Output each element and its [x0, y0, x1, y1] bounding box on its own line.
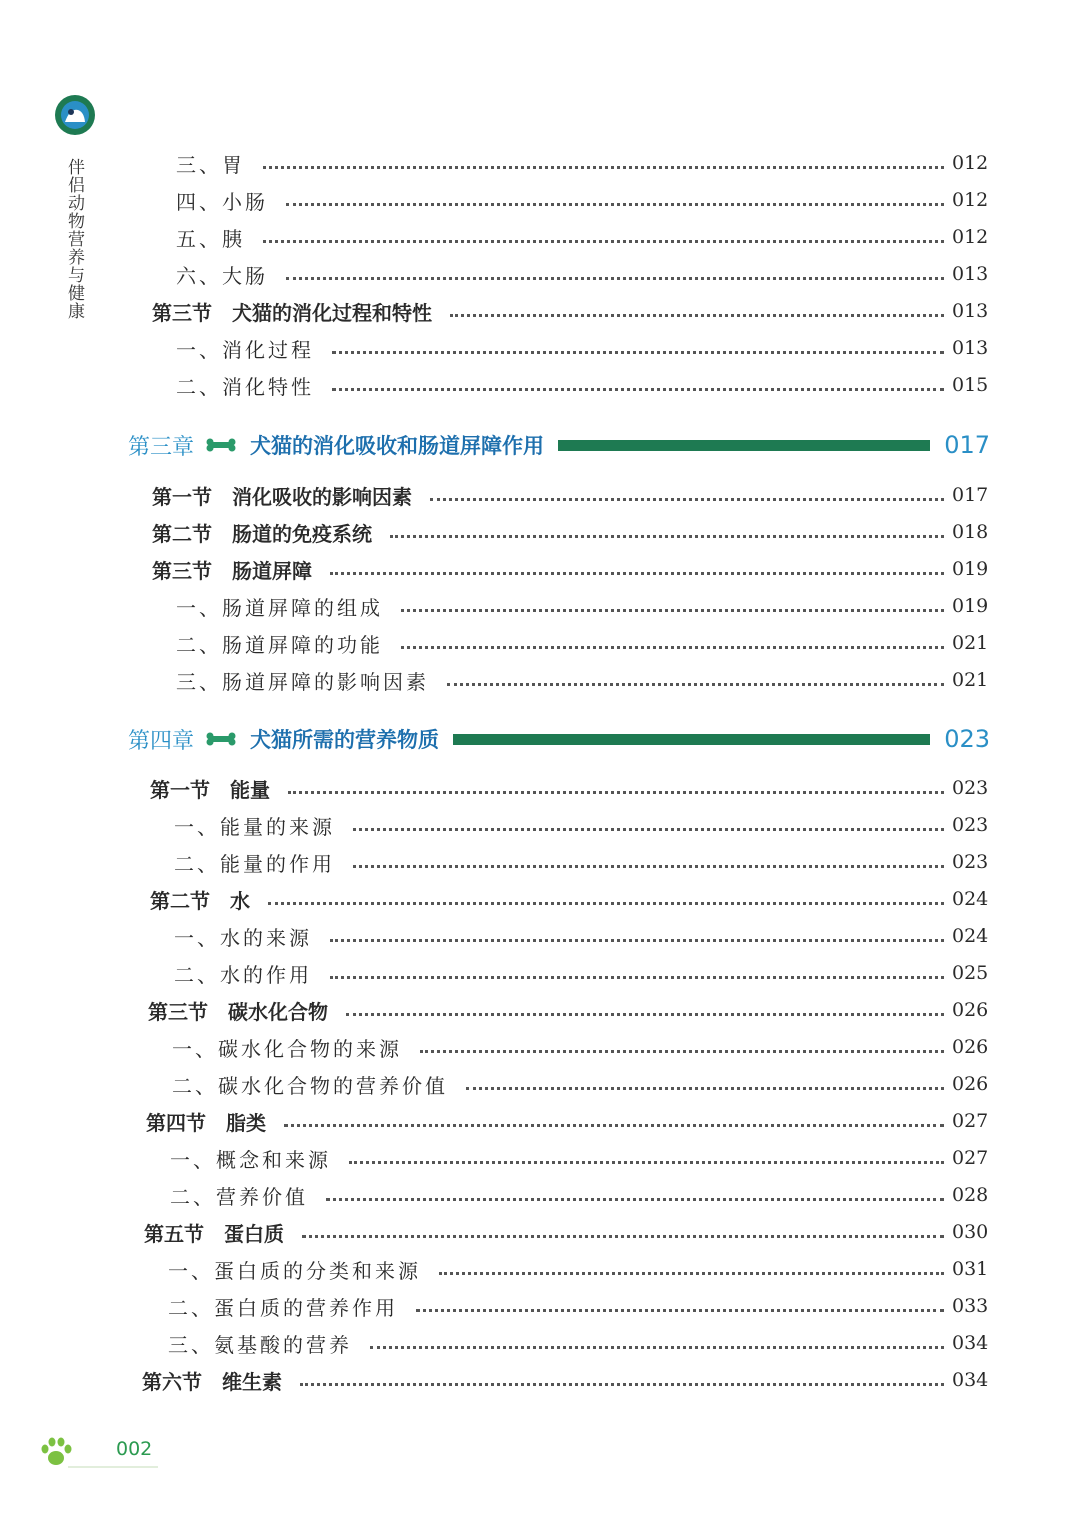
- toc-section-title: 第一节 消化吸收的影响因素: [152, 484, 412, 509]
- leader-dots: [349, 1161, 944, 1164]
- leader-dots: [288, 791, 944, 794]
- toc-entry-title: 二、能量的作用: [174, 851, 335, 876]
- toc-entry[interactable]: [168, 1254, 988, 1284]
- toc-entry[interactable]: [174, 810, 988, 840]
- leader-dots: [263, 240, 944, 243]
- chapter-title: 犬猫所需的营养物质: [250, 728, 440, 752]
- toc-entry-title: 三、胃: [176, 152, 245, 177]
- toc-section[interactable]: [150, 884, 988, 914]
- toc-entry[interactable]: [174, 958, 988, 988]
- toc-entry-page: 026: [952, 1036, 989, 1058]
- toc-entry-page: 023: [952, 814, 989, 836]
- leader-dots: [332, 388, 944, 391]
- toc-entry-title: 六、大肠: [176, 263, 268, 288]
- toc-section-title: 第四节 脂类: [146, 1110, 266, 1135]
- toc-section[interactable]: [152, 480, 988, 510]
- toc-entry-page: 017: [952, 484, 989, 506]
- toc-section-title: 第三节 碳水化合物: [148, 999, 328, 1024]
- toc-entry-page: 027: [952, 1110, 989, 1132]
- toc-entry[interactable]: [176, 185, 988, 215]
- leader-dots: [390, 535, 944, 538]
- toc-entry[interactable]: [176, 591, 988, 621]
- leader-dots: [330, 939, 944, 942]
- toc-entry-title: 一、概念和来源: [170, 1147, 331, 1172]
- toc-entry-page: 031: [952, 1258, 989, 1280]
- toc-entry-page: 033: [952, 1295, 989, 1317]
- toc-entry[interactable]: [168, 1328, 988, 1358]
- toc-section[interactable]: [148, 995, 988, 1025]
- toc-entry-page: 012: [952, 189, 989, 211]
- toc-entry-title: 二、碳水化合物的营养价值: [172, 1073, 448, 1098]
- chapter-page: 023: [944, 725, 990, 753]
- toc-section[interactable]: [150, 773, 988, 803]
- leader-dots: [416, 1309, 944, 1312]
- toc-entry-page: 023: [952, 851, 989, 873]
- toc-entry[interactable]: [172, 1032, 988, 1062]
- toc-entry-page: 024: [952, 925, 989, 947]
- toc-entry-page: 024: [952, 888, 989, 910]
- toc-section-title: 第三节 犬猫的消化过程和特性: [152, 300, 432, 325]
- toc-section[interactable]: [152, 554, 988, 584]
- toc-entry-page: 025: [952, 962, 989, 984]
- toc-section-title: 第二节 水: [150, 888, 250, 913]
- toc-entry-title: 二、营养价值: [170, 1184, 308, 1209]
- toc-entry-page: 026: [952, 1073, 989, 1095]
- toc-section[interactable]: [144, 1217, 988, 1247]
- toc-entry-page: 026: [952, 999, 989, 1021]
- toc-entry-page: 013: [952, 300, 989, 322]
- toc-entry-title: 一、肠道屏障的组成: [176, 595, 383, 620]
- toc-entry-page: 019: [952, 595, 989, 617]
- toc-entry-title: 三、肠道屏障的影响因素: [176, 669, 429, 694]
- toc-entry-page: 012: [952, 226, 989, 248]
- toc-entry[interactable]: [176, 370, 988, 400]
- leader-dots: [286, 203, 944, 206]
- toc-section-title: 第二节 肠道的免疫系统: [152, 521, 372, 546]
- toc-entry[interactable]: [170, 1143, 988, 1173]
- chapter-number: 第四章: [128, 728, 195, 754]
- page-number: 002: [116, 1438, 153, 1460]
- chapter-bar: [453, 734, 930, 745]
- toc-entry-title: 一、能量的来源: [174, 814, 335, 839]
- leader-dots: [332, 351, 944, 354]
- toc-section-title: 第三节 肠道屏障: [152, 558, 312, 583]
- leader-dots: [420, 1050, 944, 1053]
- toc-entry[interactable]: [176, 665, 988, 695]
- leader-dots: [353, 865, 944, 868]
- toc-entry-page: 021: [952, 632, 989, 654]
- toc-entry[interactable]: [176, 222, 988, 252]
- toc-section-title: 第六节 维生素: [142, 1369, 282, 1394]
- toc-section[interactable]: [152, 517, 988, 547]
- toc-section[interactable]: [142, 1365, 988, 1395]
- toc-entry-title: 一、蛋白质的分类和来源: [168, 1258, 421, 1283]
- toc-entry-title: 三、氨基酸的营养: [168, 1332, 352, 1357]
- toc-section-title: 第五节 蛋白质: [144, 1221, 284, 1246]
- leader-dots: [346, 1013, 944, 1016]
- toc-entry-page: 034: [952, 1369, 989, 1391]
- leader-dots: [439, 1272, 944, 1275]
- leader-dots: [326, 1198, 944, 1201]
- leader-dots: [450, 314, 944, 317]
- chapter-heading[interactable]: [128, 722, 990, 756]
- leader-dots: [466, 1087, 944, 1090]
- paw-print-icon: [38, 1434, 74, 1470]
- chapter-page: 017: [944, 431, 990, 459]
- toc-section-title: 第一节 能量: [150, 777, 270, 802]
- book-title-vertical: 伴侣动物营养与健康: [64, 158, 84, 320]
- toc-entry-page: 013: [952, 337, 989, 359]
- toc-entry-page: 019: [952, 558, 989, 580]
- leader-dots: [353, 828, 944, 831]
- toc-entry[interactable]: [174, 921, 988, 951]
- toc-entry-title: 二、肠道屏障的功能: [176, 632, 383, 657]
- toc-entry-page: 023: [952, 777, 989, 799]
- toc-entry-title: 二、消化特性: [176, 374, 314, 399]
- toc-section[interactable]: [152, 296, 988, 326]
- toc-entry-page: 030: [952, 1221, 989, 1243]
- toc-entry-title: 二、蛋白质的营养作用: [168, 1295, 398, 1320]
- toc-entry[interactable]: [172, 1069, 988, 1099]
- leader-dots: [430, 498, 944, 501]
- toc-entry[interactable]: [168, 1291, 988, 1321]
- toc-entry-page: 015: [952, 374, 989, 396]
- bone-icon: [206, 438, 236, 452]
- toc-entry-title: 四、小肠: [176, 189, 268, 214]
- chapter-bar: [558, 440, 930, 451]
- leader-dots: [330, 976, 944, 979]
- leader-dots: [370, 1346, 944, 1349]
- toc-entry[interactable]: [176, 148, 988, 178]
- toc-entry-page: 028: [952, 1184, 989, 1206]
- bone-icon: [206, 732, 236, 746]
- chapter-heading[interactable]: [128, 428, 990, 462]
- toc-entry-title: 一、消化过程: [176, 337, 314, 362]
- toc-entry[interactable]: [176, 259, 988, 289]
- toc-entry[interactable]: [174, 847, 988, 877]
- toc-entry-page: 018: [952, 521, 989, 543]
- chapter-title: 犬猫的消化吸收和肠道屏障作用: [250, 434, 545, 458]
- leader-dots: [401, 609, 944, 612]
- leader-dots: [330, 572, 944, 575]
- toc-entry-title: 一、碳水化合物的来源: [172, 1036, 402, 1061]
- toc-section[interactable]: [146, 1106, 988, 1136]
- toc-entry[interactable]: [176, 333, 988, 363]
- toc-entry[interactable]: [176, 628, 988, 658]
- toc-entry-page: 012: [952, 152, 989, 174]
- leader-dots: [401, 646, 944, 649]
- leader-dots: [286, 277, 944, 280]
- leader-dots: [263, 166, 944, 169]
- leader-dots: [268, 902, 944, 905]
- toc-entry-page: 013: [952, 263, 989, 285]
- leader-dots: [302, 1235, 944, 1238]
- footer-divider: [68, 1466, 158, 1468]
- toc-entry-title: 一、水的来源: [174, 925, 312, 950]
- toc-entry-page: 034: [952, 1332, 989, 1354]
- toc-entry-title: 二、水的作用: [174, 962, 312, 987]
- leader-dots: [300, 1383, 944, 1386]
- toc-entry[interactable]: [170, 1180, 988, 1210]
- leader-dots: [284, 1124, 944, 1127]
- chapter-number: 第三章: [128, 434, 195, 460]
- toc-entry-page: 027: [952, 1147, 989, 1169]
- leader-dots: [447, 683, 944, 686]
- toc-entry-title: 五、胰: [176, 226, 245, 251]
- toc-entry-page: 021: [952, 669, 989, 691]
- book-logo-icon: [52, 94, 98, 140]
